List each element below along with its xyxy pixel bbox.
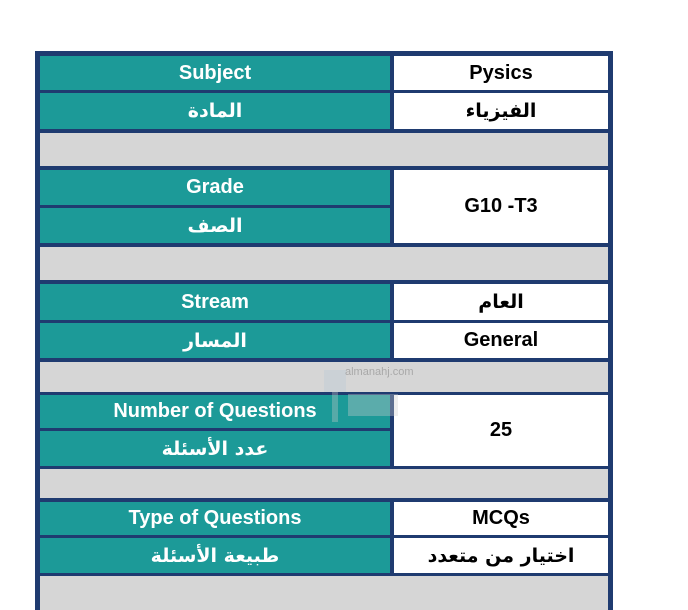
type-value-en: MCQs xyxy=(394,502,608,535)
type-label-en: Type of Questions xyxy=(40,502,390,535)
stream-value-en: General xyxy=(394,323,608,358)
grade-label-ar: الصف xyxy=(40,208,390,243)
spacer-row xyxy=(40,469,608,498)
spacer-row xyxy=(40,576,608,610)
grade-label-en: Grade xyxy=(40,170,390,205)
questions-value: 25 xyxy=(394,395,608,466)
subject-value-ar: الفيزياء xyxy=(394,93,608,129)
questions-label-en: Number of Questions xyxy=(40,395,390,428)
stream-label-en: Stream xyxy=(40,284,390,320)
type-label-ar: طبيعة الأسئلة xyxy=(40,538,390,573)
subject-label-en: Subject xyxy=(40,56,390,90)
stream-value-ar: العام xyxy=(394,284,608,320)
questions-label-ar: عدد الأسئلة xyxy=(40,431,390,466)
spacer-row xyxy=(40,247,608,280)
watermark-text: almanahj.com xyxy=(345,366,414,378)
subject-label-ar: المادة xyxy=(40,93,390,129)
spacer-row xyxy=(40,362,608,392)
info-table xyxy=(35,51,613,610)
subject-value-en: Pysics xyxy=(394,56,608,90)
grade-value: G10 -T3 xyxy=(394,170,608,243)
spacer-row xyxy=(40,133,608,166)
stream-label-ar: المسار xyxy=(40,323,390,358)
type-value-ar: اختيار من متعدد xyxy=(394,538,608,573)
